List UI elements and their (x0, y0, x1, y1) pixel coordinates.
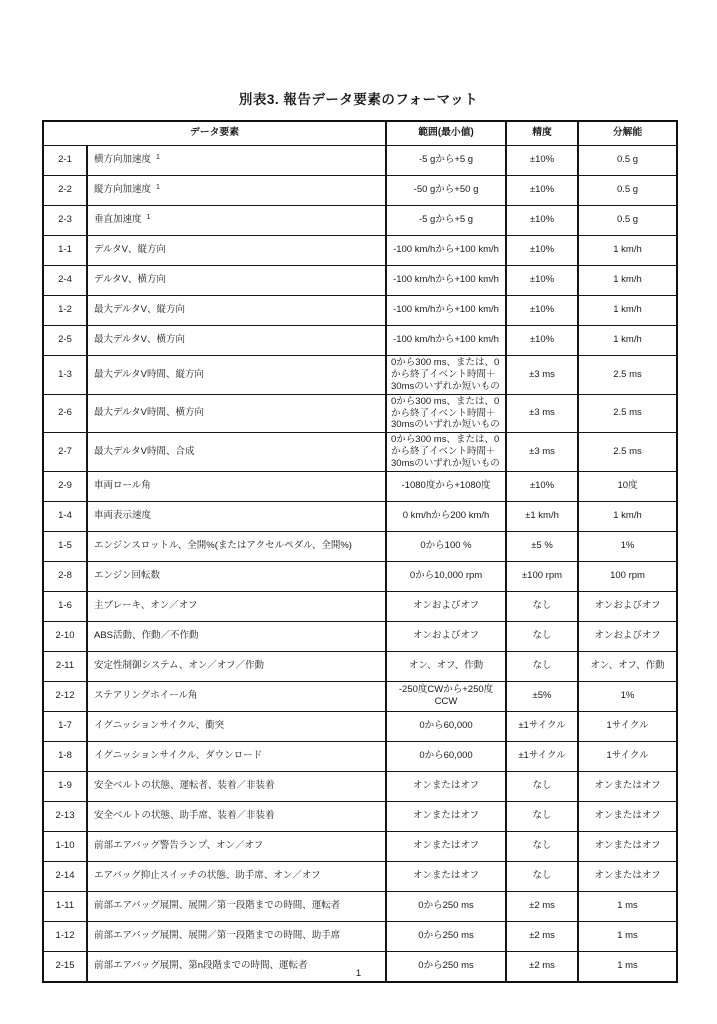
table-header-row (43, 121, 677, 146)
row-resolution: オンまたはオフ (578, 831, 677, 861)
row-precision: ±1 km/h (506, 501, 578, 531)
row-precision: ±2 ms (506, 951, 578, 982)
row-id: 2-9 (43, 471, 87, 501)
row-resolution: オンおよびオフ (578, 591, 677, 621)
row-resolution: 2.5 ms (578, 433, 677, 472)
row-element-name: 前部エアバッグ展開、第n段階までの時間、運転者 (87, 951, 386, 982)
table-row (43, 681, 677, 711)
row-id: 2-14 (43, 861, 87, 891)
row-range: 0から250 ms (386, 951, 506, 982)
row-id: 2-15 (43, 951, 87, 982)
row-element-name: 前部エアバッグ展開、展開／第一段階までの時間、運転者 (87, 891, 386, 921)
row-id: 2-7 (43, 433, 87, 472)
table-row (43, 394, 677, 433)
row-resolution: 1 km/h (578, 501, 677, 531)
row-element-name: 最大デルタV時間、縦方向 (87, 356, 386, 395)
row-range: 0から10,000 rpm (386, 561, 506, 591)
page-title: 別表3. 報告データ要素のフォーマット (238, 92, 479, 107)
page-number: 1 (355, 968, 362, 979)
row-precision: ±10% (506, 326, 578, 356)
row-element-name: 前部エアバッグ警告ランプ、オン／オフ (87, 831, 386, 861)
table-row (43, 236, 677, 266)
table-row (43, 711, 677, 741)
row-resolution: 1 ms (578, 921, 677, 951)
row-element-name: 前部エアバッグ展開、展開／第一段階までの時間、助手席 (87, 921, 386, 951)
table-row (43, 891, 677, 921)
row-id: 2-6 (43, 394, 87, 433)
row-precision: ±10% (506, 176, 578, 206)
row-element-name: エアバッグ抑止スイッチの状態、助手席、オン／オフ (87, 861, 386, 891)
table-row (43, 296, 677, 326)
row-resolution: 1サイクル (578, 741, 677, 771)
row-precision: ±10% (506, 266, 578, 296)
row-range: オンまたはオフ (386, 861, 506, 891)
row-precision: なし (506, 861, 578, 891)
row-resolution: 100 rpm (578, 561, 677, 591)
row-element-name: 最大デルタV時間、横方向 (87, 394, 386, 433)
row-id: 1-3 (43, 356, 87, 395)
header-data-element: データ要素 (43, 121, 386, 146)
header-range: 範囲(最小値) (386, 121, 506, 146)
row-resolution: オンまたはオフ (578, 861, 677, 891)
row-precision: ±3 ms (506, 433, 578, 472)
table-row (43, 146, 677, 176)
data-elements-table (42, 120, 678, 983)
row-element-name: 最大デルタV、横方向 (87, 326, 386, 356)
table-row (43, 501, 677, 531)
row-id: 1-2 (43, 296, 87, 326)
row-resolution: 1 km/h (578, 236, 677, 266)
row-id: 2-11 (43, 651, 87, 681)
row-element-name: 縦方向加速度 $^1$ (87, 176, 386, 206)
row-range: 0から250 ms (386, 921, 506, 951)
row-id: 1-12 (43, 921, 87, 951)
table-row (43, 561, 677, 591)
row-resolution: 0.5 g (578, 206, 677, 236)
row-range: オンまたはオフ (386, 771, 506, 801)
row-id: 2-13 (43, 801, 87, 831)
table-row (43, 741, 677, 771)
row-id: 2-10 (43, 621, 87, 651)
row-id: 1-4 (43, 501, 87, 531)
row-element-name: エンジン回転数 (87, 561, 386, 591)
row-range: 0から300 ms、または、0から終了イベント時間＋30msのいずれか短いもの (386, 356, 506, 395)
row-id: 2-2 (43, 176, 87, 206)
table-row (43, 831, 677, 861)
row-resolution: 1サイクル (578, 711, 677, 741)
row-id: 1-8 (43, 741, 87, 771)
row-resolution: 1 km/h (578, 296, 677, 326)
row-range: -1080度から+1080度 (386, 471, 506, 501)
row-range: 0 km/hから200 km/h (386, 501, 506, 531)
row-precision: ±10% (506, 296, 578, 326)
row-precision: ±10% (506, 206, 578, 236)
row-precision: ±10% (506, 471, 578, 501)
row-precision: ±10% (506, 236, 578, 266)
table-row (43, 771, 677, 801)
row-precision: なし (506, 621, 578, 651)
row-resolution: 1% (578, 531, 677, 561)
table-row (43, 621, 677, 651)
row-id: 1-5 (43, 531, 87, 561)
row-resolution: 1 ms (578, 891, 677, 921)
table-row (43, 921, 677, 951)
table-row (43, 433, 677, 472)
row-range: 0から100 % (386, 531, 506, 561)
row-element-name: ABS活動、作動／不作動 (87, 621, 386, 651)
row-resolution: 1 km/h (578, 326, 677, 356)
row-precision: ±1サイクル (506, 711, 578, 741)
row-element-name: 垂直加速度 $^1$ (87, 206, 386, 236)
table-row (43, 206, 677, 236)
row-range: -5 gから+5 g (386, 206, 506, 236)
table-body (43, 146, 677, 982)
row-resolution: オンおよびオフ (578, 621, 677, 651)
row-range: -100 km/hから+100 km/h (386, 326, 506, 356)
row-resolution: 2.5 ms (578, 356, 677, 395)
table-row (43, 326, 677, 356)
row-range: -100 km/hから+100 km/h (386, 236, 506, 266)
row-id: 2-12 (43, 681, 87, 711)
row-id: 1-7 (43, 711, 87, 741)
row-range: -250度CWから+250度CCW (386, 681, 506, 711)
table-row (43, 176, 677, 206)
row-resolution: オンまたはオフ (578, 771, 677, 801)
row-element-name: 安全ベルトの状態、運転者、装着／非装着 (87, 771, 386, 801)
row-id: 1-11 (43, 891, 87, 921)
table-row (43, 356, 677, 395)
row-range: -100 km/hから+100 km/h (386, 296, 506, 326)
row-element-name: 安定性制御システム、オン／オフ／作動 (87, 651, 386, 681)
row-id: 2-8 (43, 561, 87, 591)
row-resolution: 1% (578, 681, 677, 711)
row-precision: ±2 ms (506, 891, 578, 921)
row-resolution: 0.5 g (578, 176, 677, 206)
row-range: オンまたはオフ (386, 831, 506, 861)
row-range: 0から300 ms、または、0から終了イベント時間＋30msのいずれか短いもの (386, 394, 506, 433)
row-range: 0から300 ms、または、0から終了イベント時間＋30msのいずれか短いもの (386, 433, 506, 472)
row-precision: なし (506, 771, 578, 801)
row-resolution: オンまたはオフ (578, 801, 677, 831)
row-id: 1-6 (43, 591, 87, 621)
row-id: 2-1 (43, 146, 87, 176)
row-precision: ±3 ms (506, 356, 578, 395)
row-range: オンおよびオフ (386, 621, 506, 651)
row-precision: なし (506, 831, 578, 861)
row-range: -100 km/hから+100 km/h (386, 266, 506, 296)
row-id: 1-1 (43, 236, 87, 266)
table-row (43, 801, 677, 831)
row-element-name: デルタV、横方向 (87, 266, 386, 296)
row-resolution: 1 km/h (578, 266, 677, 296)
row-range: 0から250 ms (386, 891, 506, 921)
row-precision: ±3 ms (506, 394, 578, 433)
row-element-name: ステアリングホイール角 (87, 681, 386, 711)
table-row (43, 471, 677, 501)
row-element-name: イグニッションサイクル、衝突 (87, 711, 386, 741)
row-element-name: 車両表示速度 (87, 501, 386, 531)
row-range: オン、オフ、作動 (386, 651, 506, 681)
header-precision: 精度 (506, 121, 578, 146)
table-row (43, 531, 677, 561)
row-resolution: オン、オフ、作動 (578, 651, 677, 681)
row-resolution: 0.5 g (578, 146, 677, 176)
row-id: 1-10 (43, 831, 87, 861)
row-range: -5 gから+5 g (386, 146, 506, 176)
row-precision: ±5 % (506, 531, 578, 561)
row-resolution: 2.5 ms (578, 394, 677, 433)
table-row (43, 591, 677, 621)
row-id: 2-4 (43, 266, 87, 296)
row-element-name: 安全ベルトの状態、助手席、装着／非装着 (87, 801, 386, 831)
row-range: オンまたはオフ (386, 801, 506, 831)
row-precision: ±5% (506, 681, 578, 711)
row-id: 2-5 (43, 326, 87, 356)
row-element-name: エンジンスロットル、全開%(またはアクセルペダル、全開%) (87, 531, 386, 561)
row-id: 2-3 (43, 206, 87, 236)
row-resolution: 10度 (578, 471, 677, 501)
row-range: オンおよびオフ (386, 591, 506, 621)
row-element-name: 横方向加速度 $^1$ (87, 146, 386, 176)
row-id: 1-9 (43, 771, 87, 801)
row-element-name: 最大デルタV時間、合成 (87, 433, 386, 472)
row-precision: ±100 rpm (506, 561, 578, 591)
table-row (43, 861, 677, 891)
row-element-name: 主ブレーキ、オン／オフ (87, 591, 386, 621)
row-element-name: デルタV、縦方向 (87, 236, 386, 266)
row-precision: なし (506, 591, 578, 621)
row-range: 0から60,000 (386, 711, 506, 741)
row-element-name: イグニッションサイクル、ダウンロード (87, 741, 386, 771)
header-resolution: 分解能 (578, 121, 677, 146)
row-resolution: 1 ms (578, 951, 677, 982)
row-range: -50 gから+50 g (386, 176, 506, 206)
row-precision: ±2 ms (506, 921, 578, 951)
row-element-name: 車両ロール角 (87, 471, 386, 501)
row-precision: なし (506, 801, 578, 831)
row-precision: ±1サイクル (506, 741, 578, 771)
table-row (43, 266, 677, 296)
row-precision: ±10% (506, 146, 578, 176)
table-row (43, 651, 677, 681)
row-range: 0から60,000 (386, 741, 506, 771)
row-element-name: 最大デルタV、縦方向 (87, 296, 386, 326)
row-precision: なし (506, 651, 578, 681)
